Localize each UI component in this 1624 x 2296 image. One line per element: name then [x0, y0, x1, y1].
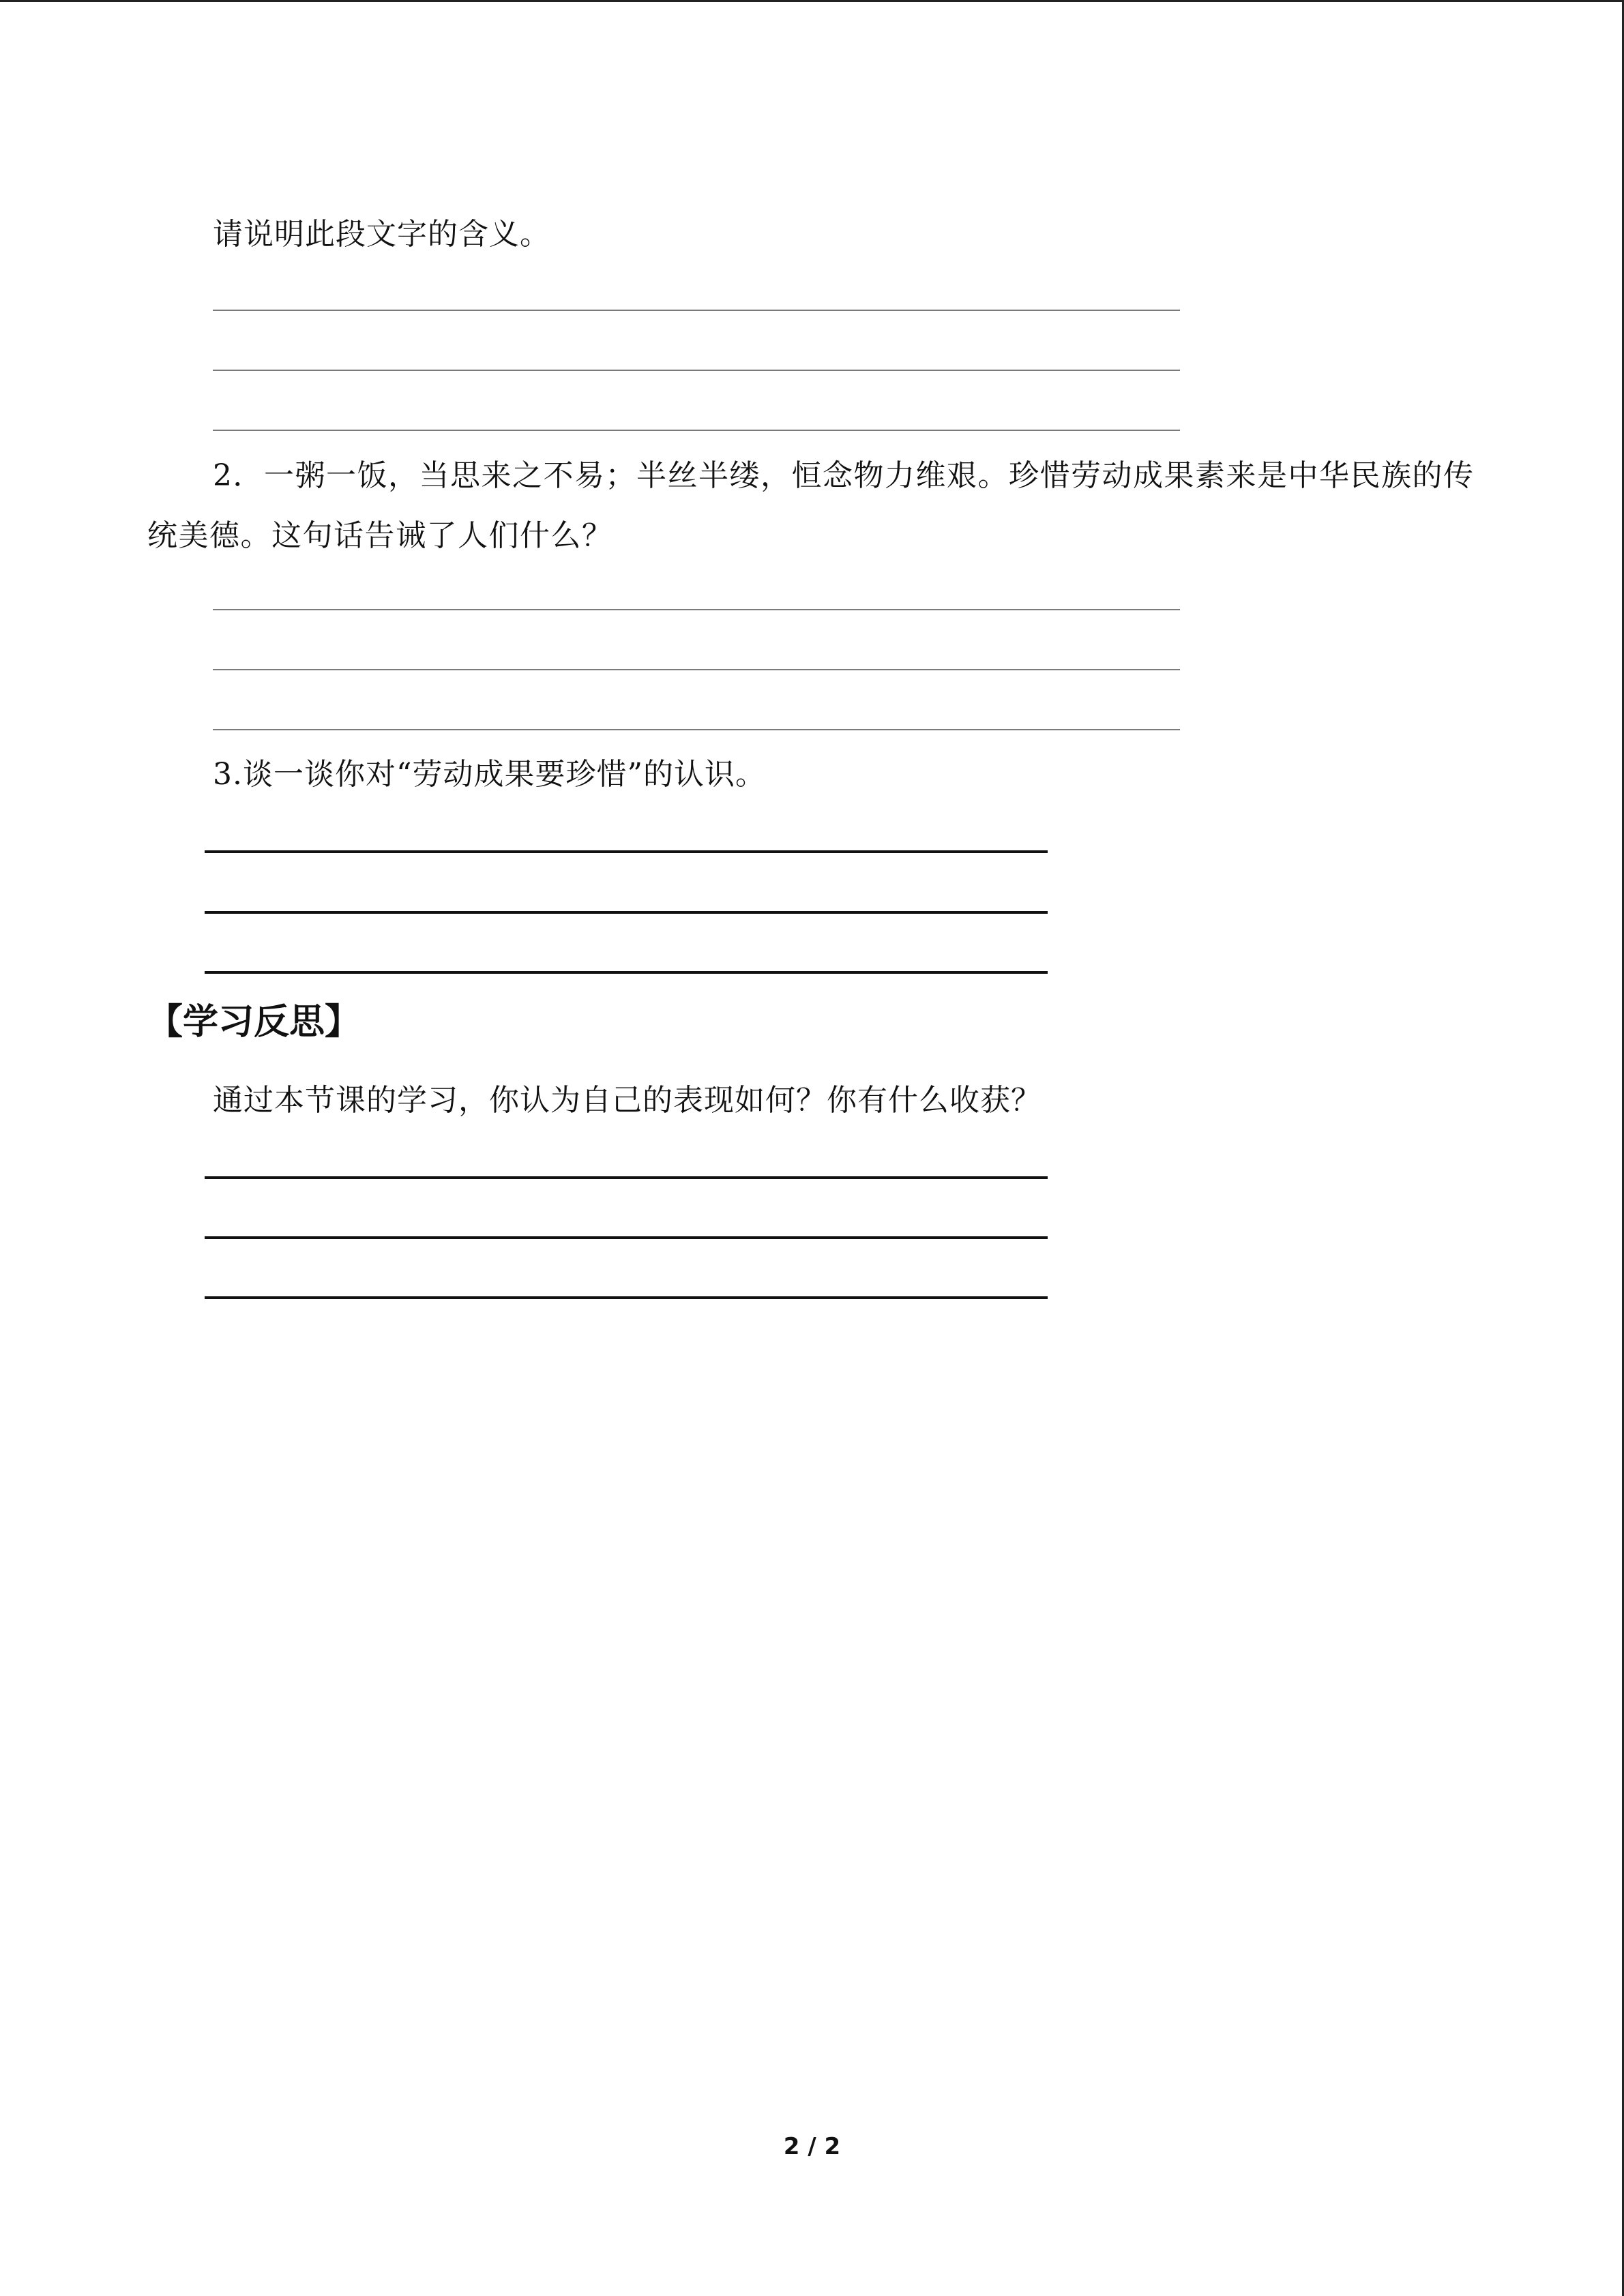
question-1-prompt: 请说明此段文字的含义。: [213, 217, 550, 252]
answer-line-q2-3[interactable]: [213, 729, 1180, 730]
answer-line-q2-2[interactable]: [213, 669, 1180, 670]
question-3-text: 3.谈一谈你对“劳动成果要珍惜”的认识。: [213, 757, 766, 792]
reflection-heading: 【学习反思】: [147, 1002, 361, 1043]
answer-line-q1-1[interactable]: [213, 310, 1180, 311]
answer-line-q3-1[interactable]: [205, 850, 1048, 853]
answer-line-q1-2[interactable]: [213, 370, 1180, 371]
answer-line-q3-2[interactable]: [205, 911, 1048, 914]
answer-line-q3-3[interactable]: [205, 971, 1048, 974]
reflection-prompt: 通过本节课的学习，你认为自己的表现如何？你有什么收获？: [213, 1083, 1042, 1118]
page-number: 2 / 2: [783, 2133, 841, 2160]
question-2-text: 2．一粥一饭，当思来之不易；半丝半缕，恒念物力维艰。珍惜劳动成果素来是中华民族的传统美德。这句话告诫了人们什么？: [147, 458, 1475, 553]
answer-line-q1-3[interactable]: [213, 430, 1180, 431]
answer-line-reflection-2[interactable]: [205, 1236, 1048, 1239]
answer-line-reflection-1[interactable]: [205, 1176, 1048, 1179]
answer-line-reflection-3[interactable]: [205, 1296, 1048, 1299]
answer-line-q2-1[interactable]: [213, 609, 1180, 610]
page-top-border: [0, 0, 1624, 2]
